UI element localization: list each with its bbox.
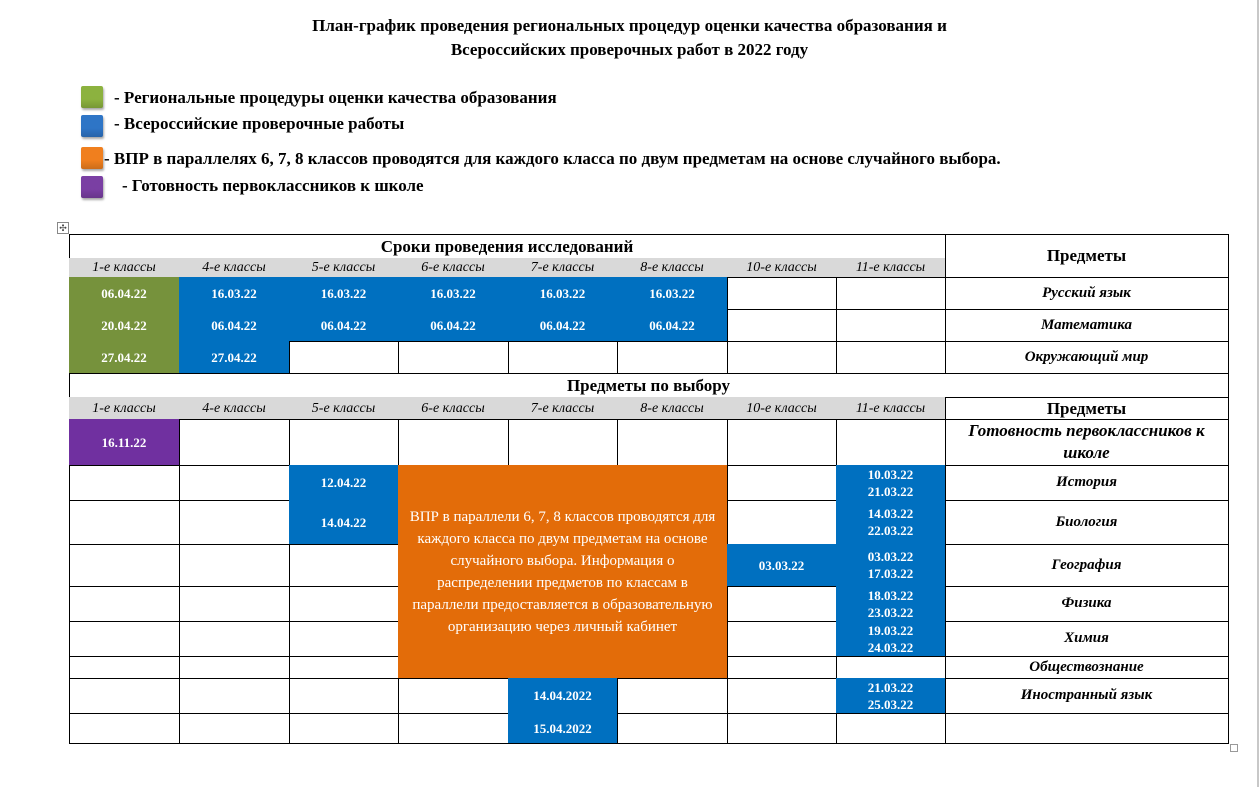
subject-name: Математика [945,309,1229,342]
empty-cell[interactable] [179,419,290,466]
random-selection-note: ВПР в параллели 6, 7, 8 классов проводятся для каждого класса по двум предметам на основе случайного выбора. Информация о распределении предметов по классам в параллели предоставляется в образовательную организацию через личный кабинет [398,465,727,678]
subjects-header: Предметы [945,397,1229,420]
grade-header: 5-е классы [289,397,399,420]
grade-header: 8-е классы [617,397,728,420]
subject-name: Физика [945,586,1229,622]
date-cell[interactable]: 15.04.2022 [508,713,618,744]
subject-name: Окружающий мир [945,341,1229,374]
empty-cell[interactable] [289,341,399,374]
date-cell[interactable]: 10.03.22 21.03.22 [836,465,946,501]
empty-cell[interactable] [289,419,399,466]
legend-text-3: - Готовность первоклассников к школе [122,176,424,195]
subject-name [945,713,1229,744]
empty-cell[interactable] [179,544,290,587]
grade-header: 10-е классы [727,258,837,278]
empty-cell[interactable] [179,586,290,622]
grade-header: 7-е классы [508,397,618,420]
empty-cell[interactable] [179,678,290,714]
subject-name: Обществознание [945,656,1229,679]
grade-header: 11-е классы [836,258,946,278]
legend-swatch-2 [81,147,103,169]
empty-cell[interactable] [727,678,837,714]
date-cell[interactable]: 14.04.2022 [508,678,618,714]
empty-cell[interactable] [398,678,509,714]
date-cell[interactable]: 06.04.22 [398,309,509,342]
empty-cell[interactable] [289,544,399,587]
empty-cell[interactable] [398,419,509,466]
subject-name: География [945,544,1229,587]
empty-cell[interactable] [289,656,399,679]
empty-cell[interactable] [617,713,728,744]
empty-cell[interactable] [727,586,837,622]
legend-text-1: - Всероссийские проверочные работы [114,114,405,133]
empty-cell[interactable] [836,341,946,374]
date-cell[interactable]: 16.03.22 [508,277,618,310]
legend-swatch-1 [81,115,103,137]
subject-name: Биология [945,500,1229,545]
empty-cell[interactable] [727,656,837,679]
subject-name: Химия [945,621,1229,657]
empty-cell[interactable] [727,341,837,374]
empty-cell[interactable] [727,465,837,501]
subject-name: Иностранный язык [945,678,1229,714]
date-cell[interactable]: 16.03.22 [617,277,728,310]
legend-swatch-0 [81,86,103,108]
date-cell[interactable]: 21.03.22 25.03.22 [836,678,946,714]
empty-cell[interactable] [69,678,180,714]
empty-cell[interactable] [69,586,180,622]
empty-cell[interactable] [727,419,837,466]
empty-cell[interactable] [727,309,837,342]
date-cell[interactable]: 06.04.22 [508,309,618,342]
empty-cell[interactable] [727,713,837,744]
empty-cell[interactable] [727,500,837,545]
grade-header: 11-е классы [836,397,946,420]
empty-cell[interactable] [398,341,509,374]
grade-header: 4-е классы [179,258,290,278]
section-title-dates: Сроки проведения исследований [69,234,946,259]
grade-header: 5-е классы [289,258,399,278]
grade-header: 8-е классы [617,258,728,278]
date-cell[interactable]: 14.03.22 22.03.22 [836,500,946,545]
empty-cell[interactable] [179,500,290,545]
subjects-header: Предметы [945,234,1229,278]
legend-swatch-3 [81,176,103,198]
grade-header: 1-е классы [69,258,180,278]
grade-header: 1-е классы [69,397,180,420]
subject-name: Русский язык [945,277,1229,310]
grade-header: 7-е классы [508,258,618,278]
date-cell[interactable]: 16.03.22 [398,277,509,310]
date-cell[interactable]: 06.04.22 [289,309,399,342]
table-resize-handle[interactable] [1230,744,1238,752]
empty-cell[interactable] [617,419,728,466]
date-cell[interactable]: 03.03.22 [727,544,837,587]
empty-cell[interactable] [289,713,399,744]
date-cell[interactable]: 18.03.22 23.03.22 [836,586,946,622]
empty-cell[interactable] [836,309,946,342]
empty-cell[interactable] [727,621,837,657]
empty-cell[interactable] [289,678,399,714]
empty-cell[interactable] [179,465,290,501]
empty-cell[interactable] [69,656,180,679]
subject-name: История [945,465,1229,501]
document-title-line-1: План-график проведения региональных процедур оценки качества образования и [312,16,947,35]
date-cell[interactable]: 16.03.22 [179,277,290,310]
empty-cell[interactable] [617,341,728,374]
empty-cell[interactable] [69,544,180,587]
empty-cell[interactable] [69,621,180,657]
date-cell[interactable]: 20.04.22 [69,309,180,342]
empty-cell[interactable] [69,500,180,545]
date-cell[interactable]: 27.04.22 [179,341,290,374]
empty-cell[interactable] [179,621,290,657]
empty-cell[interactable] [289,586,399,622]
empty-cell[interactable] [508,419,618,466]
section-title-elective: Предметы по выбору [69,373,1229,398]
date-cell[interactable]: 12.04.22 [289,465,399,501]
date-cell[interactable]: 19.03.22 24.03.22 [836,621,946,657]
grade-header: 4-е классы [179,397,290,420]
date-cell[interactable]: 14.04.22 [289,500,399,545]
empty-cell[interactable] [508,341,618,374]
empty-cell[interactable] [836,656,946,679]
date-cell[interactable]: 16.11.22 [69,419,180,466]
grade-header: 6-е классы [398,258,509,278]
date-cell[interactable]: 16.03.22 [289,277,399,310]
empty-cell[interactable] [836,713,946,744]
empty-cell[interactable] [727,277,837,310]
date-cell[interactable]: 06.04.22 [617,309,728,342]
empty-cell[interactable] [69,465,180,501]
legend-text-2: - ВПР в параллелях 6, 7, 8 классов проводятся для каждого класса по двум предметам на основе случайного выбора. [104,149,1001,168]
empty-cell[interactable] [289,621,399,657]
empty-cell[interactable] [836,419,946,466]
empty-cell[interactable] [617,678,728,714]
grade-header: 6-е классы [398,397,509,420]
empty-cell[interactable] [179,713,290,744]
date-cell[interactable]: 06.04.22 [179,309,290,342]
date-cell[interactable]: 03.03.22 17.03.22 [836,544,946,587]
table-move-handle-icon[interactable]: ✣ [57,222,69,234]
empty-cell[interactable] [836,277,946,310]
date-cell[interactable]: 06.04.22 [69,277,180,310]
legend-text-0: - Региональные процедуры оценки качества образования [114,88,557,107]
grade-header: 10-е классы [727,397,837,420]
document-title-line-2: Всероссийских проверочных работ в 2022 году [450,40,809,59]
empty-cell[interactable] [398,713,509,744]
empty-cell[interactable] [69,713,180,744]
empty-cell[interactable] [179,656,290,679]
subject-name: Готовность первоклассников к школе [945,419,1229,466]
date-cell[interactable]: 27.04.22 [69,341,180,374]
